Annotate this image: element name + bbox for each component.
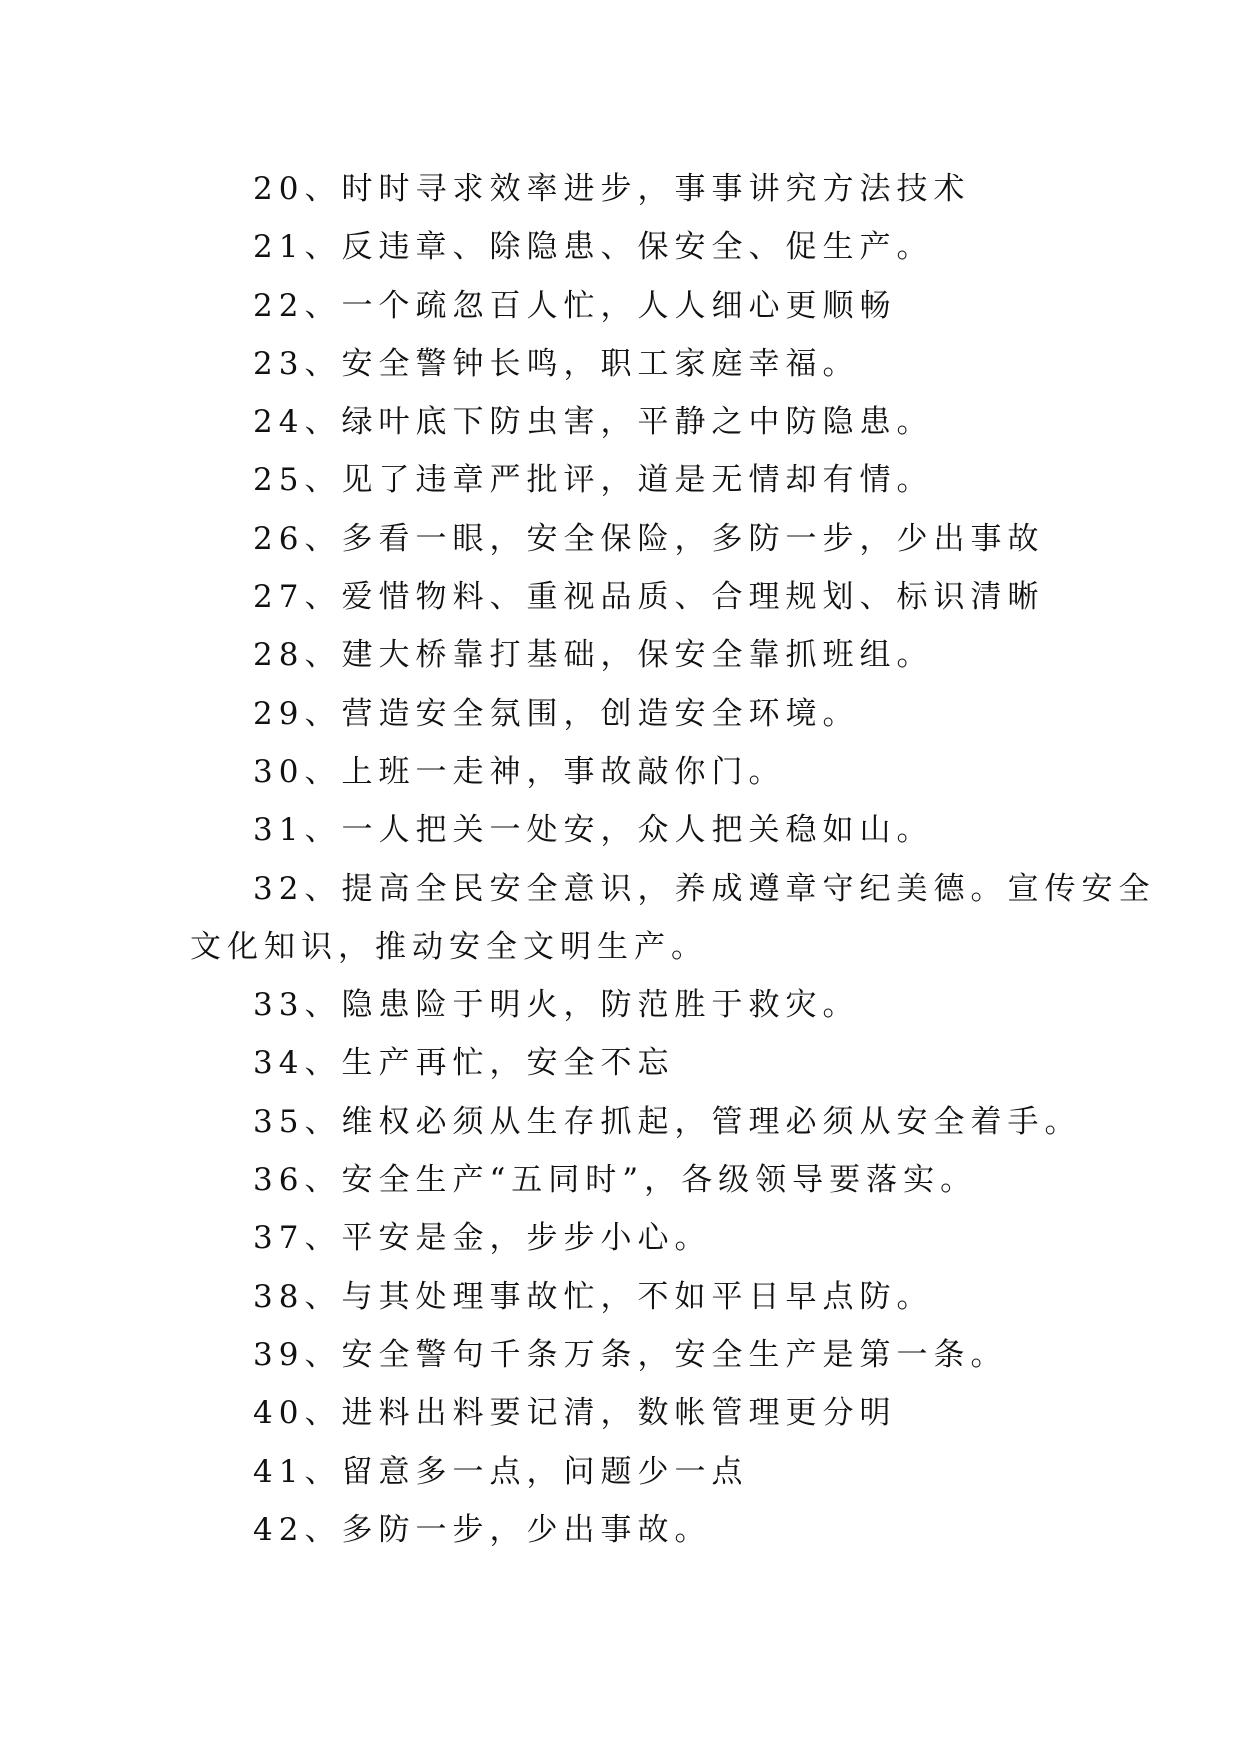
list-item: 31、一人把关一处安，众人把关稳如山。 xyxy=(253,812,934,849)
list-item: 40、进料出料要记清，数帐管理更分明 xyxy=(253,1395,897,1432)
list-item: 25、见了违章严批评，道是无情却有情。 xyxy=(253,462,934,499)
list-item: 20、时时寻求效率进步，事事讲究方法技术 xyxy=(253,171,971,207)
list-item: 39、安全警句千条万条，安全生产是第一条。 xyxy=(253,1336,1008,1373)
list-item: 35、维权必须从生存抓起，管理必须从安全着手。 xyxy=(253,1103,1082,1140)
list-item: 27、爱惜物料、重视品质、合理规划、标识清晰 xyxy=(253,579,1045,616)
slogan-list xyxy=(190,160,1156,1559)
list-item: 22、一个疏忽百人忙，人人细心更顺畅 xyxy=(253,287,897,324)
list-item: 30、上班一走神，事故敲你门。 xyxy=(253,753,786,790)
list-item: 33、隐患险于明火，防范胜于救灾。 xyxy=(253,987,860,1024)
list-item: 32、提高全民安全意识，养成遵章守纪美德。宣传安全 xyxy=(253,870,1156,907)
list-item: 28、建大桥靠打基础，保安全靠抓班组。 xyxy=(253,637,934,674)
list-item: 24、绿叶底下防虫害，平静之中防隐患。 xyxy=(253,404,934,441)
list-item: 29、营造安全氛围，创造安全环境。 xyxy=(253,695,860,732)
list-item-continuation: 文化知识，推动安全文明生产。 xyxy=(190,928,708,965)
list-item: 23、安全警钟长鸣，职工家庭幸福。 xyxy=(253,345,860,382)
list-item: 41、留意多一点，问题少一点 xyxy=(253,1453,749,1490)
list-item: 38、与其处理事故忙，不如平日早点防。 xyxy=(253,1278,934,1315)
list-item: 36、安全生产“五同时”，各级领导要落实。 xyxy=(253,1162,978,1199)
list-item: 37、平安是金，步步小心。 xyxy=(253,1220,712,1257)
list-item: 34、生产再忙，安全不忘 xyxy=(253,1045,675,1082)
list-item: 26、多看一眼，安全保险，多防一步，少出事故 xyxy=(253,520,1045,557)
list-item: 21、反违章、除隐患、保安全、促生产。 xyxy=(253,229,934,266)
list-item: 42、多防一步，少出事故。 xyxy=(253,1511,712,1548)
